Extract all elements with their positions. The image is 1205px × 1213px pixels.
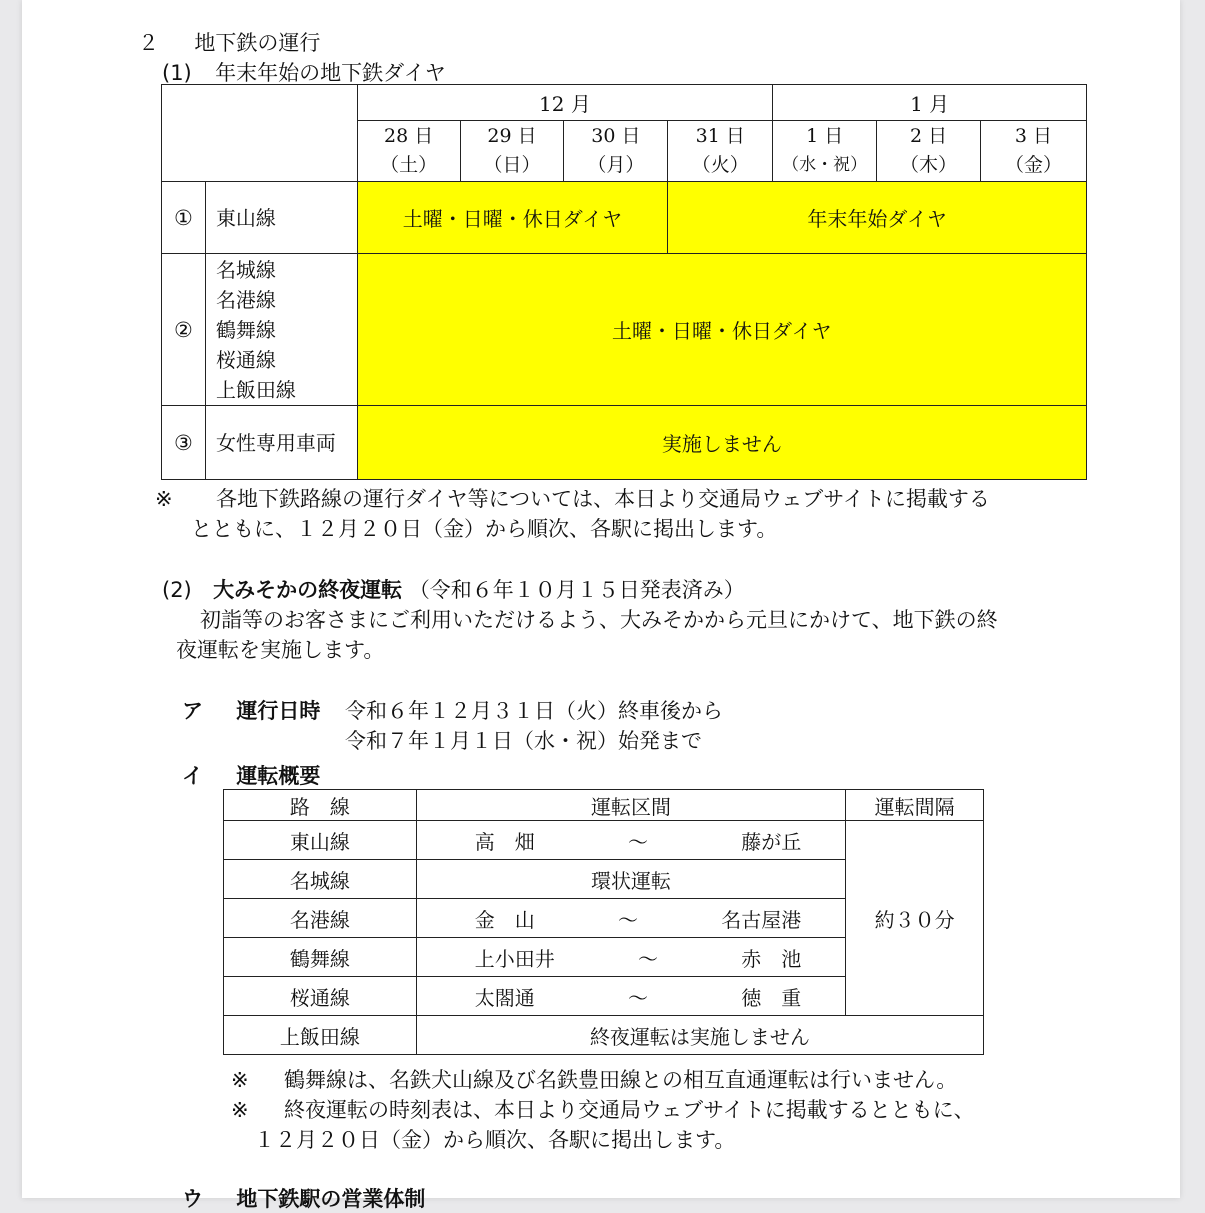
item-u-label: 地下鉄駅の営業体制 — [236, 1187, 426, 1211]
schedule-cell: 土曜・日曜・休日ダイヤ — [357, 254, 1086, 406]
subsection-2-paragraph-line-2: 夜運転を実施します。 — [176, 638, 385, 662]
table-row — [224, 1016, 984, 1055]
subsection-1-title: 年末年始の地下鉄ダイヤ — [215, 61, 446, 85]
section-heading — [138, 27, 320, 57]
subsection-2-paragraph-line-1: 初詣等のお客さまにご利用いただけるよう、大みそかから元旦にかけて、地下鉄の終 — [200, 608, 998, 632]
day-weekday: （日） — [483, 154, 541, 176]
new-year-schedule-table — [161, 84, 1087, 480]
item-a-mark: ア — [182, 699, 203, 723]
item-i-label: 運転概要 — [236, 764, 321, 788]
header-section: 運転区間 — [416, 790, 846, 821]
item-a-heading — [182, 695, 320, 725]
item-a-line-1: 令和６年１２月３１日（火）終車後から — [345, 699, 723, 723]
subsection-2-aside: （令和６年１０月１５日発表済み） — [408, 578, 745, 602]
table1-corner-cell — [162, 85, 358, 182]
route-line-name: 上飯田線 — [224, 1016, 417, 1055]
route-separator: 〜 — [617, 907, 638, 932]
day-header — [668, 121, 773, 182]
route-from: 太閤通 — [474, 985, 535, 1010]
item-i-mark: イ — [182, 764, 203, 788]
day-date: 1 日 — [806, 125, 844, 147]
route-to: 藤が丘 — [741, 829, 802, 854]
item-a-line-2: 令和７年１月１日（水・祝）始発まで — [345, 729, 702, 753]
route-line-name: 名城線 — [224, 860, 417, 899]
line-name: 桜通線 — [215, 347, 276, 372]
row-number: ③ — [162, 406, 206, 480]
route-from: 高 畑 — [474, 829, 535, 854]
day-weekday: （土） — [380, 154, 438, 176]
day-header — [981, 121, 1087, 182]
table-row — [162, 406, 1087, 480]
note-2-line-3: １２月２０日（金）から順次、各駅に掲出します。 — [254, 1128, 736, 1152]
day-weekday: （金） — [1004, 154, 1062, 176]
route-line-name: 名港線 — [224, 899, 417, 938]
schedule-cell: 実施しません — [357, 406, 1086, 480]
route-section — [416, 938, 846, 977]
subsection-1-label: (1) — [162, 61, 192, 85]
day-date: 28 日 — [384, 125, 434, 147]
route-separator: 〜 — [627, 829, 648, 854]
day-header — [773, 121, 877, 182]
route-line-name: 桜通線 — [224, 977, 417, 1016]
day-date: 30 日 — [591, 125, 641, 147]
route-section: 環状運転 — [416, 860, 846, 899]
note-2-line-2 — [231, 1094, 975, 1124]
header-line: 路 線 — [224, 790, 417, 821]
row-line-names — [205, 254, 357, 406]
note-mark: ※ — [231, 1068, 249, 1092]
day-weekday: （月） — [587, 154, 645, 176]
section-title: 地下鉄の運行 — [194, 31, 321, 55]
route-section — [416, 977, 846, 1016]
schedule-cell: 年末年始ダイヤ — [668, 182, 1087, 254]
route-separator: 〜 — [637, 946, 658, 971]
subsection-1-heading — [162, 57, 446, 87]
item-i-heading — [182, 760, 320, 790]
day-weekday: （火） — [691, 154, 749, 176]
day-header — [357, 121, 460, 182]
note-text: 終夜運転の時刻表は、本日より交通局ウェブサイトに掲載するとともに、 — [283, 1098, 975, 1122]
route-separator: 〜 — [627, 985, 648, 1010]
line-name: 名城線 — [215, 257, 276, 282]
note-mark: ※ — [155, 487, 173, 511]
route-to: 徳 重 — [741, 985, 802, 1010]
item-u-heading — [182, 1183, 425, 1213]
day-date: 31 日 — [695, 125, 745, 147]
table-row — [162, 182, 1087, 254]
note-text: 鶴舞線は、名鉄犬山線及び名鉄豊田線との相互直通運転は行いません。 — [283, 1068, 958, 1092]
section-number: ２ — [138, 31, 159, 55]
route-section: 終夜運転は実施しません — [416, 1016, 983, 1055]
month-header-december: 12 月 — [357, 85, 773, 121]
note-1-line-1 — [155, 483, 990, 513]
note-mark: ※ — [231, 1098, 249, 1122]
header-interval: 運転間隔 — [846, 790, 984, 821]
item-a-label: 運行日時 — [236, 699, 321, 723]
route-section — [416, 821, 846, 860]
route-from: 上小田井 — [474, 946, 555, 971]
all-night-operation-table — [223, 789, 984, 1055]
row-number: ② — [162, 254, 206, 406]
subsection-2-heading — [162, 574, 745, 604]
route-to: 赤 池 — [741, 946, 802, 971]
day-header — [564, 121, 668, 182]
note-2-line-1 — [231, 1064, 957, 1094]
route-line-name: 鶴舞線 — [224, 938, 417, 977]
route-section — [416, 899, 846, 938]
item-u-mark: ウ — [182, 1187, 203, 1211]
day-date: 3 日 — [1014, 125, 1053, 147]
note-1-line-2: とともに、１２月２０日（金）から順次、各駅に掲出します。 — [191, 517, 778, 541]
route-to: 名古屋港 — [721, 907, 802, 932]
line-name: 名港線 — [215, 287, 276, 312]
note-text: 各地下鉄路線の運行ダイヤ等については、本日より交通局ウェブサイトに掲載する — [215, 487, 990, 511]
route-from: 金 山 — [474, 907, 535, 932]
day-header — [877, 121, 981, 182]
document-page — [22, 0, 1180, 1211]
line-name: 鶴舞線 — [215, 317, 276, 342]
day-weekday: （木） — [900, 154, 958, 176]
subsection-2-title: 大みそかの終夜運転 — [213, 578, 403, 602]
subsection-2-label: (2) — [162, 578, 192, 602]
day-weekday: （水・祝） — [782, 155, 868, 175]
day-header — [460, 121, 564, 182]
line-name: 上飯田線 — [215, 377, 296, 402]
schedule-cell: 土曜・日曜・休日ダイヤ — [357, 182, 668, 254]
day-date: 2 日 — [909, 125, 948, 147]
table-row — [162, 254, 1087, 406]
month-header-january: 1 月 — [773, 85, 1087, 121]
row-number: ① — [162, 182, 206, 254]
interval-cell: 約３０分 — [846, 821, 984, 1016]
row-line-name: 東山線 — [205, 182, 357, 254]
table-row — [224, 821, 984, 860]
row-line-name: 女性専用車両 — [205, 406, 357, 480]
day-date: 29 日 — [487, 125, 537, 147]
route-line-name: 東山線 — [224, 821, 417, 860]
